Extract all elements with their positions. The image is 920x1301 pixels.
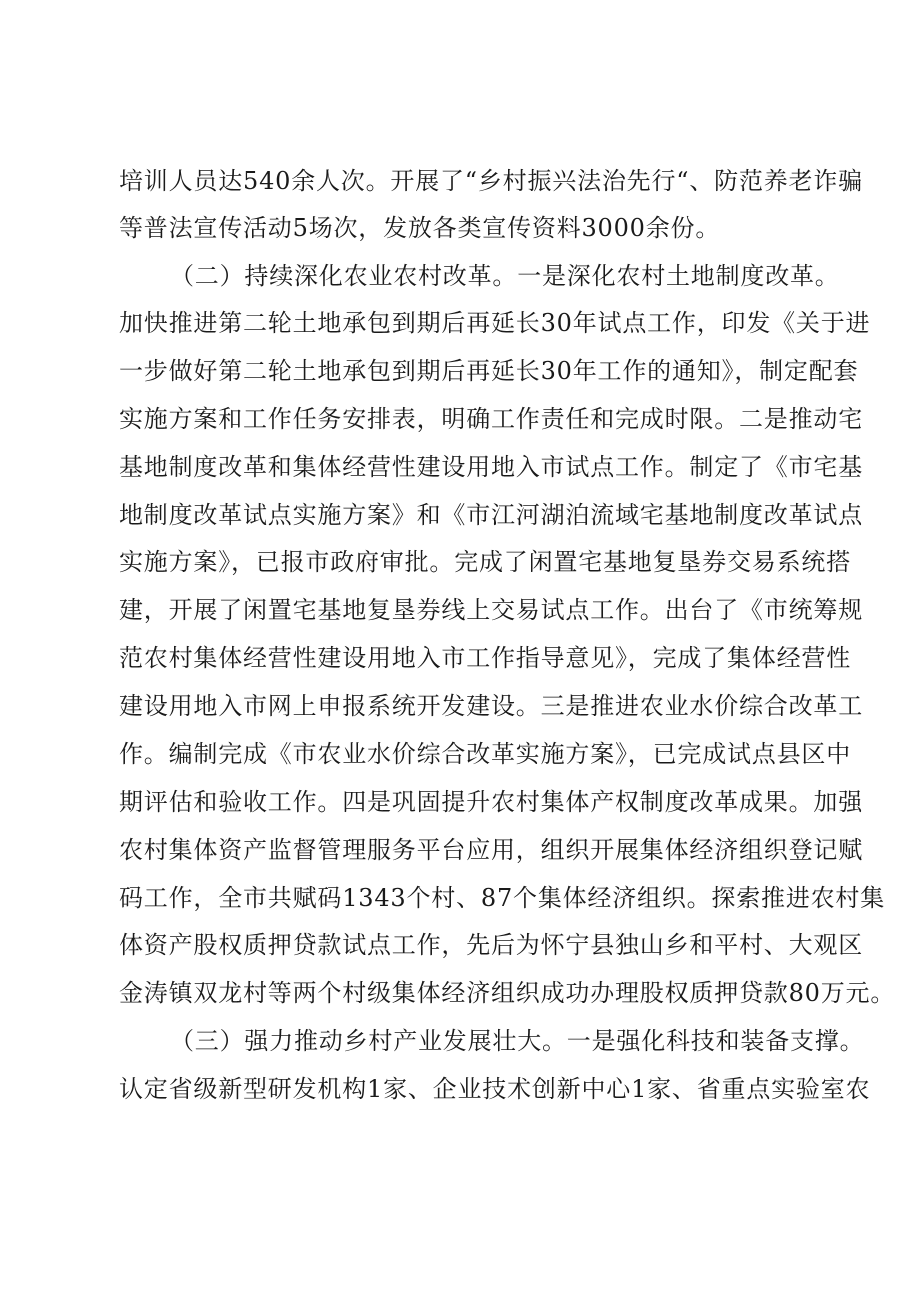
paragraph-line: 实施方案》，已报市政府审批。完成了闲置宅基地复垦券交易系统搭 bbox=[119, 548, 851, 576]
paragraph-line: 加快推进第二轮土地承包到期后再延长30年试点工作，印发《关于进 bbox=[119, 309, 871, 337]
paragraph-line: 金涛镇双龙村等两个村级集体经济组织成功办理股权质押贷款80万元。 bbox=[119, 979, 896, 1007]
paragraph-line: 地制度改革试点实施方案》和《市江河湖泊流域宅基地制度改革试点 bbox=[119, 501, 863, 529]
paragraph-line: 农村集体资产监督管理服务平台应用，组织开展集体经济组织登记赋 bbox=[119, 836, 863, 864]
paragraph-line: 作。编制完成《市农业水价综合改革实施方案》，已完成试点县区中 bbox=[119, 740, 851, 768]
paragraph-line: 建，开展了闲置宅基地复垦券线上交易试点工作。出台了《市统筹规 bbox=[119, 596, 863, 624]
paragraph-line: 实施方案和工作任务安排表，明确工作责任和完成时限。二是推动宅 bbox=[119, 405, 863, 433]
paragraph-line: 体资产股权质押贷款试点工作，先后为怀宁县独山乡和平村、大观区 bbox=[119, 931, 863, 959]
paragraph-line: 范农村集体经营性建设用地入市工作指导意见》，完成了集体经营性 bbox=[119, 644, 851, 672]
section-heading-line: （三）强力推动乡村产业发展壮大。一是强化科技和装备支撑。 bbox=[170, 1027, 865, 1055]
paragraph-line: 等普法宣传活动5场次，发放各类宣传资料3000余份。 bbox=[119, 214, 721, 242]
paragraph-line: 建设用地入市网上申报系统开发建设。三是推进农业水价综合改革工 bbox=[119, 692, 863, 720]
paragraph-line: 培训人员达540余人次。开展了“乡村振兴法治先行“、防范养老诈骗 bbox=[119, 167, 863, 195]
paragraph-line: 期评估和验收工作。四是巩固提升农村集体产权制度改革成果。加强 bbox=[119, 788, 863, 816]
paragraph-line: 基地制度改革和集体经营性建设用地入市试点工作。制定了《市宅基 bbox=[119, 453, 863, 481]
paragraph-line: 一步做好第二轮土地承包到期后再延长30年工作的通知》，制定配套 bbox=[119, 357, 859, 385]
section-heading-line: （二）持续深化农业农村改革。一是深化农村土地制度改革。 bbox=[170, 262, 840, 290]
paragraph-line: 认定省级新型研发机构1家、企业技术创新中心1家、省重点实验室农 bbox=[119, 1075, 871, 1103]
paragraph-line: 码工作，全市共赋码1343个村、87个集体经济组织。探索推进农村集 bbox=[119, 884, 886, 912]
